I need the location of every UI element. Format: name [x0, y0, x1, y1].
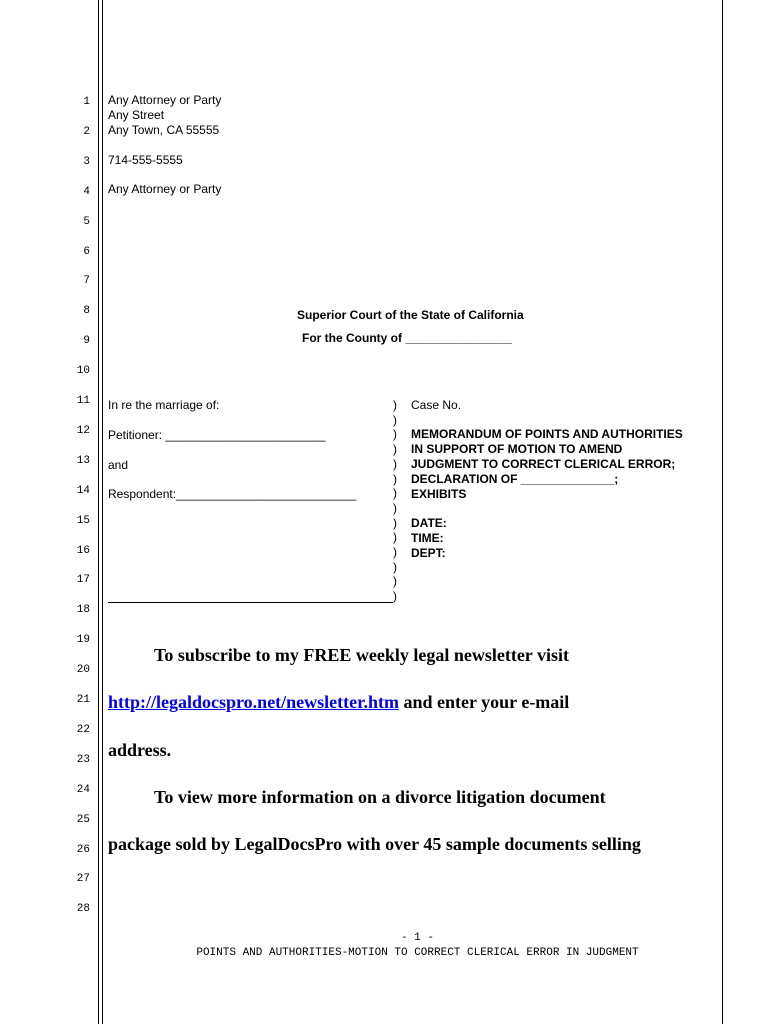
- footer-document-title: POINTS AND AUTHORITIES-MOTION TO CORRECT CLERICAL ERROR IN JUDGMENT: [196, 947, 639, 959]
- caption-paren: ): [393, 530, 397, 545]
- line-number: 1: [83, 96, 90, 108]
- caption-in-re: In re the marriage of:: [108, 398, 220, 412]
- line-number: 16: [76, 544, 90, 557]
- caption-paren: ): [393, 427, 397, 442]
- line-number: 14: [76, 484, 90, 497]
- caption-paren: ): [393, 589, 397, 604]
- line-number: 8: [83, 305, 90, 318]
- attorney-name: Any Attorney or Party: [108, 93, 222, 107]
- body-paragraph-2-line-2: package sold by LegalDocsPro with over 45 sample documents selling: [108, 834, 641, 854]
- line-number: 28: [76, 903, 90, 916]
- line-number: 6: [83, 245, 90, 258]
- attorney-for: Any Attorney or Party: [108, 182, 222, 196]
- line-number: 25: [76, 813, 90, 826]
- case-title-line-1: MEMORANDUM OF POINTS AND AUTHORITIES: [411, 427, 683, 441]
- line-number: 20: [76, 664, 90, 677]
- body-paragraph-1-line-2: [108, 692, 569, 713]
- line-number: 17: [76, 574, 90, 587]
- line-number: 2: [83, 125, 90, 138]
- caption-paren: ): [393, 559, 397, 574]
- hearing-date-label: DATE:: [411, 516, 447, 530]
- attorney-city: Any Town, CA 55555: [108, 123, 220, 137]
- court-name: Superior Court of the State of California: [297, 308, 524, 322]
- line-number: 22: [76, 723, 90, 736]
- attorney-phone: 714-555-5555: [108, 153, 183, 167]
- line-number: 19: [76, 634, 90, 647]
- caption-respondent: Respondent:___________________________: [108, 487, 357, 501]
- case-title-line-3: JUDGMENT TO CORRECT CLERICAL ERROR;: [411, 457, 676, 471]
- line-number: 18: [76, 604, 90, 617]
- case-title-line-2: IN SUPPORT OF MOTION TO AMEND: [411, 442, 623, 456]
- hearing-dept-label: DEPT:: [411, 546, 446, 560]
- line-number: 24: [76, 783, 90, 796]
- right-margin-rule: [722, 0, 723, 1024]
- case-title-line-5: EXHIBITS: [411, 487, 467, 501]
- body-paragraph-1-line-3: address.: [108, 740, 172, 760]
- caption-petitioner: Petitioner: ________________________: [108, 428, 326, 442]
- line-number: 11: [76, 395, 90, 407]
- attorney-street: Any Street: [108, 108, 165, 122]
- caption-paren: ): [393, 412, 397, 427]
- caption-paren: ): [393, 515, 397, 530]
- line-number: 23: [76, 753, 90, 766]
- line-number: 4: [83, 185, 90, 198]
- body-paragraph-1-line-2-rest: and enter your e-mail: [398, 692, 570, 712]
- caption-paren: ): [393, 574, 397, 589]
- court-county: For the County of ________________: [302, 331, 513, 345]
- line-number: 21: [76, 694, 90, 706]
- line-number: 5: [83, 215, 90, 228]
- left-margin-rule-inner: [102, 0, 103, 1024]
- caption-paren: ): [393, 545, 397, 559]
- line-number: 7: [83, 275, 90, 288]
- footer-page-number: - 1 -: [400, 932, 434, 944]
- hearing-time-label: TIME:: [411, 531, 444, 545]
- line-number: 27: [76, 873, 90, 886]
- caption-paren: ): [393, 442, 397, 457]
- caption-bottom-rule: [108, 602, 393, 603]
- line-number: 3: [83, 155, 90, 168]
- caption-paren: ): [393, 500, 397, 515]
- caption-and: and: [108, 458, 129, 472]
- line-number: 13: [76, 454, 90, 467]
- body-paragraph-2-line-1: To view more information on a divorce litigation document: [154, 787, 606, 807]
- case-title-line-4: DECLARATION OF ______________;: [411, 472, 619, 486]
- caption-paren: ): [393, 471, 397, 486]
- caption-paren: ): [393, 486, 397, 501]
- line-number: 15: [76, 514, 90, 527]
- line-number: 10: [76, 365, 90, 378]
- case-number-label: Case No.: [411, 398, 462, 412]
- caption-paren: ): [393, 398, 397, 412]
- line-number: 26: [76, 843, 90, 856]
- left-margin-rule-outer: [98, 0, 99, 1024]
- caption-paren: ): [393, 456, 397, 471]
- body-paragraph-1-line-1: To subscribe to my FREE weekly legal newsletter visit: [154, 645, 569, 665]
- newsletter-link[interactable]: http://legaldocspro.net/newsletter.htm: [108, 692, 399, 712]
- line-number: 9: [83, 335, 90, 348]
- line-number: 12: [76, 424, 90, 437]
